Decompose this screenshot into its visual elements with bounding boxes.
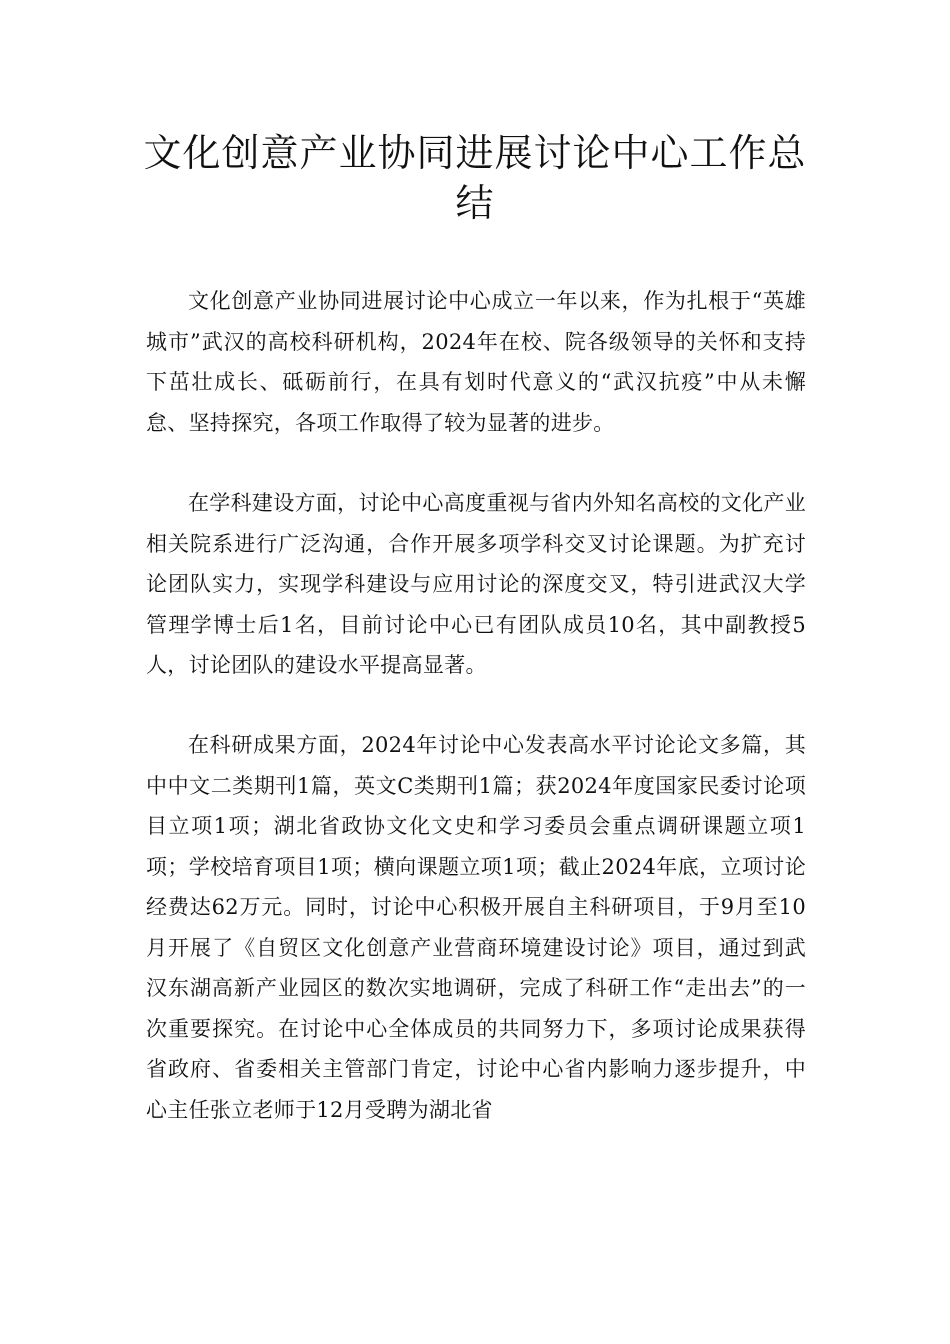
paragraph-discipline-building: 在学科建设方面，讨论中心高度重视与省内外知名高校的文化产业相关院系进行广泛沟通，合作开展多项学科交叉讨论课题。为扩充讨论团队实力，实现学科建设与应用讨论的深度交叉，特引进武汉大学管理学博士后1名，目前讨论中心已有团队成员10名，其中副教授5人，讨论团队的建设水平提高显著。: [146, 491, 806, 677]
document-title: 文化创意产业协同进展讨论中心工作总结: [143, 131, 807, 225]
paragraph-intro: 文化创意产业协同进展讨论中心成立一年以来，作为扎根于“英雄城市”武汉的高校科研机构，2024年在校、院各级领导的关怀和支持下茁壮成长、砥砺前行，在具有划时代意义的“武汉抗疫”中从未懈怠、坚持探究，各项工作取得了较为显著的进步。: [146, 289, 806, 435]
paragraph-research-results: 在科研成果方面，2024年讨论中心发表高水平讨论论文多篇，其中中文二类期刊1篇，英文C类期刊1篇；获2024年度国家民委讨论项目立项1项；湖北省政协文化文史和学习委员会重点调研课题立项1项；学校培育项目1项；横向课题立项1项；截止2024年底，立项讨论经费达62万元。同时，讨论中心积极开展自主科研项目，于9月至10月开展了《自贸区文化创意产业营商环境建设讨论》项目，通过到武汉东湖高新产业园区的数次实地调研，完成了科研工作“走出去”的一次重要探究。在讨论中心全体成员的共同努力下，多项讨论成果获得省政府、省委相关主管部门肯定，讨论中心省内影响力逐步提升，中心主任张立老师于12月受聘为湖北省: [146, 733, 806, 1122]
